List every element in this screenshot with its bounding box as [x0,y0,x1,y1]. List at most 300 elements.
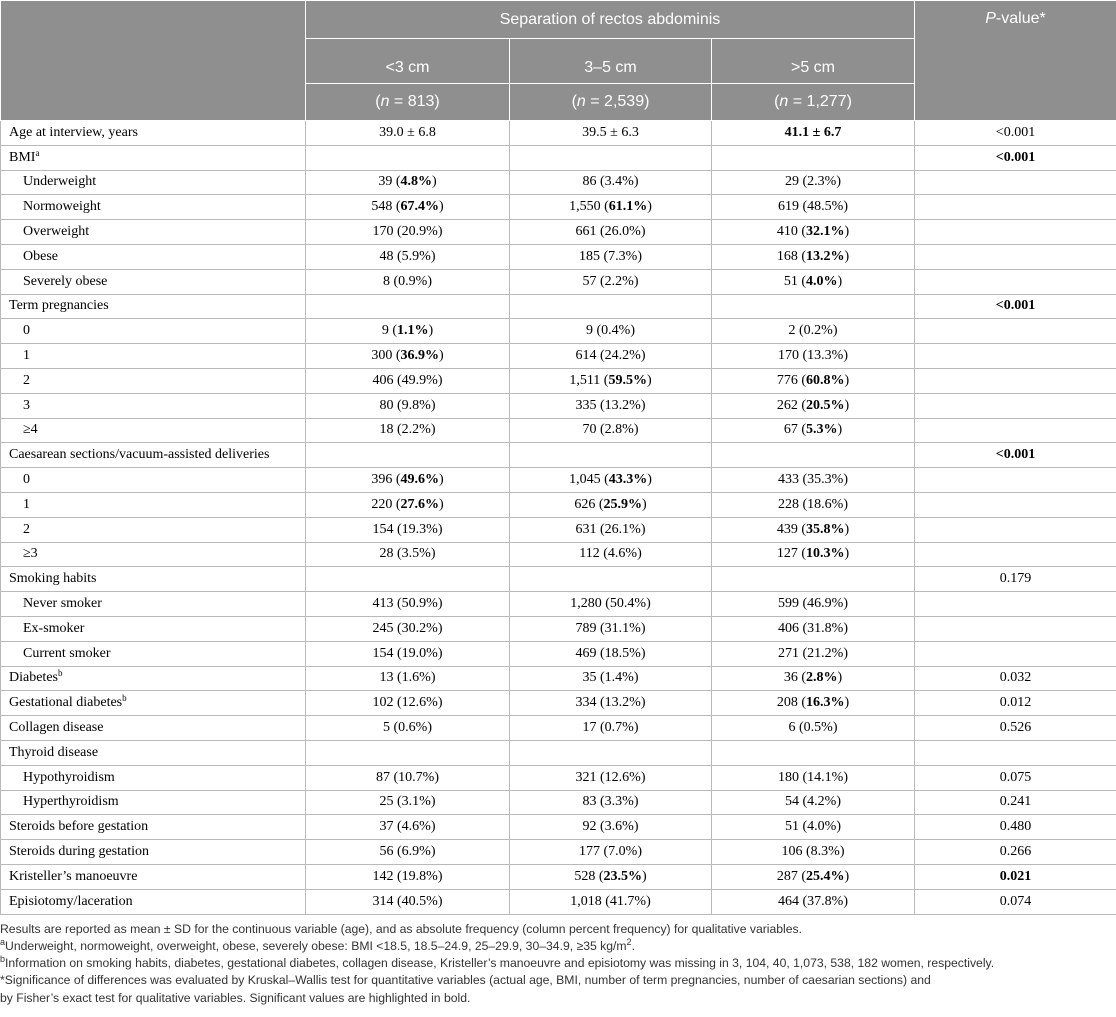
cell-close: ) [844,521,850,537]
cell-value: 18 (2.2%) [379,422,436,438]
cell-bold-percent: 10.3% [806,546,845,562]
row-cell [306,468,510,493]
table-row [1,294,1116,319]
row-label-text: Smoking habits [9,571,97,587]
row-label-text: Overweight [23,224,90,240]
cell-close: ) [837,273,843,289]
row-label [1,145,306,170]
cell-value: 334 (13.2%) [575,695,646,711]
header-range-3to5: 3–5 cm [510,39,712,84]
row-pvalue [915,790,1116,815]
row-pvalue [915,443,1116,468]
header-pvalue [915,1,1116,121]
row-cell [712,740,915,765]
row-pvalue [915,170,1116,195]
cell-close: ) [647,199,652,215]
pvalue-text: <0.001 [995,124,1036,140]
row-cell [510,121,712,146]
cell-count: 287 ( [776,868,806,884]
cell-bold-percent: 4.0% [806,273,838,289]
table-row [1,517,1116,542]
row-label-text: Steroids during gestation [9,844,149,859]
cell-close: ) [844,546,850,562]
pvalue-text: 0.021 [999,868,1032,884]
row-label-text: Kristeller’s manoeuvre [9,868,138,884]
row-label-text: Gestational diabetes [9,695,123,711]
cell-count: 1,511 ( [569,372,609,388]
row-pvalue [915,418,1116,443]
row-cell [510,864,712,889]
row-cell [306,740,510,765]
cell-value: 170 (13.3%) [778,348,848,364]
pvalue-text: <0.001 [995,447,1036,463]
row-label-text: Underweight [23,174,97,190]
row-cell [510,666,712,691]
row-cell [306,492,510,517]
cell-value: 80 (9.8%) [379,397,436,413]
row-cell [306,294,510,319]
row-cell [712,815,915,840]
table-row [1,170,1116,195]
row-cell [712,517,915,542]
row-cell [306,592,510,617]
cell-value: 271 (21.2%) [778,645,848,661]
header-blank-cell [1,1,306,121]
row-cell [712,269,915,294]
row-cell [510,319,712,344]
row-cell [712,864,915,889]
table-row [1,616,1116,641]
row-cell [712,145,915,170]
pvalue-text: <0.001 [995,298,1036,314]
row-cell [306,319,510,344]
table-row [1,220,1116,245]
table-row [1,567,1116,592]
row-pvalue [915,368,1116,393]
footnote-significance-2: by Fisher’s exact test for qualitative variables. Significant values are highlighted in bold. [0,990,471,1005]
row-cell [712,765,915,790]
row-label [1,616,306,641]
cell-count: 410 ( [776,224,806,240]
cell-close: ) [647,472,652,488]
cell-close: ) [837,670,843,686]
row-label-text: 0 [23,323,30,339]
row-label-text: 0 [23,472,30,488]
cell-close: ) [844,372,850,388]
footnote-b [0,955,1116,972]
cell-value: 406 (31.8%) [778,620,848,636]
cell-bold-percent: 16.3% [806,695,845,711]
header-n-value: = 813) [389,93,440,110]
row-pvalue [915,517,1116,542]
header-n-prefix: (n [375,93,390,110]
cell-count: 1,550 ( [569,199,609,215]
cell-count: 528 ( [574,868,604,884]
row-cell [510,691,712,716]
row-cell [510,145,712,170]
row-pvalue [915,145,1116,170]
table-row [1,790,1116,815]
cell-value: 335 (13.2%) [575,397,646,413]
row-pvalue [915,393,1116,418]
cell-count: 9 ( [381,323,397,339]
cell-count: 548 ( [371,199,401,215]
cell-value: 599 (46.9%) [778,596,848,612]
table-row [1,145,1116,170]
cell-count: 168 ( [776,248,806,264]
cell-bold-percent: 1.1% [397,323,429,339]
cell-count: 220 ( [371,496,401,512]
pvalue-text: 0.241 [999,794,1032,810]
row-label-text: Episiotomy/laceration [9,893,133,909]
cell-count: 127 ( [776,546,806,562]
row-label-footnote-marker: b [122,693,127,704]
table-row [1,666,1116,691]
row-pvalue [915,344,1116,369]
row-cell [306,517,510,542]
row-cell [712,542,915,567]
row-cell [510,517,712,542]
row-cell [712,170,915,195]
row-label-text: Age at interview, years [9,124,138,140]
footnote-significance-1: *Significance of differences was evaluated by Kruskal–Wallis test for quantitative variables (actual age, BMI, number of term pregnancies, number of caesarian sections) and [0,973,931,988]
pvalue-text: <0.001 [995,149,1036,165]
cell-value: 406 (49.9%) [372,372,443,388]
header-range-lt3: <3 cm [306,39,510,84]
cell-close: ) [439,472,444,488]
cell-value: 314 (40.5%) [372,893,443,909]
table-row [1,641,1116,666]
row-cell [306,815,510,840]
pvalue-text: 0.266 [999,844,1032,859]
cell-count: 300 ( [371,348,401,364]
row-pvalue [915,492,1116,517]
row-label [1,269,306,294]
row-cell [510,468,712,493]
cell-value: 13 (1.6%) [379,670,436,686]
row-label-text: Ex-smoker [23,620,85,636]
table-row [1,765,1116,790]
row-cell [510,195,712,220]
cell-value: 661 (26.0%) [575,224,646,240]
row-pvalue [915,468,1116,493]
table-row [1,368,1116,393]
cell-value: 37 (4.6%) [379,819,436,835]
row-pvalue [915,244,1116,269]
row-label-text: Diabetes [9,670,58,686]
row-pvalue [915,840,1116,865]
cell-value: 35 (1.4%) [582,670,639,686]
cell-value: 154 (19.3%) [372,521,443,537]
row-label-text: 2 [23,521,30,537]
cell-count: 39 ( [378,174,401,190]
row-pvalue [915,319,1116,344]
row-cell [510,592,712,617]
row-pvalue [915,220,1116,245]
row-cell [712,368,915,393]
row-label [1,864,306,889]
footnote-a-end: . [631,938,635,953]
row-label-text: Current smoker [23,645,111,661]
row-label [1,418,306,443]
table-row [1,864,1116,889]
row-cell [306,220,510,245]
header-n-prefix: (n [571,93,586,110]
row-cell [510,244,712,269]
cell-count: 776 ( [776,372,806,388]
row-cell [712,716,915,741]
table-row [1,195,1116,220]
row-pvalue [915,666,1116,691]
cell-value: 87 (10.7%) [376,769,439,785]
cell-close: ) [844,695,850,711]
cell-bold-percent: 60.8% [806,372,845,388]
cell-close: ) [432,174,437,190]
row-label-text: BMI [9,149,36,165]
cell-close: ) [642,868,647,884]
row-cell [306,393,510,418]
cell-value: 39.0 ± 6.8 [379,124,436,140]
cell-value: 185 (7.3%) [579,248,642,264]
cell-bold-percent: 27.6% [400,496,439,512]
row-cell [712,567,915,592]
pvalue-text: 0.032 [999,670,1032,686]
header-n-italic: n [576,93,586,110]
cell-close: ) [844,868,850,884]
cell-value: 102 (12.6%) [372,695,443,711]
table-row [1,468,1116,493]
cell-value: 9 (0.4%) [586,323,635,339]
cell-value: 106 (8.3%) [781,844,845,859]
row-label [1,393,306,418]
cell-count: 208 ( [776,695,806,711]
header-n-value: = 2,539) [585,93,650,110]
row-pvalue [915,542,1116,567]
row-label [1,567,306,592]
cell-value: 28 (3.5%) [379,546,436,562]
cell-bold-percent: 32.1% [806,224,845,240]
cell-bold-percent: 2.8% [806,670,838,686]
cell-close: ) [439,496,444,512]
row-cell [712,344,915,369]
row-label [1,815,306,840]
row-cell [306,616,510,641]
row-label [1,195,306,220]
pvalue-text: 0.075 [999,769,1032,785]
cell-value: 433 (35.3%) [778,472,848,488]
row-label-text: Hyperthyroidism [23,794,119,810]
row-label-text: ≥3 [23,546,38,562]
row-cell [510,443,712,468]
cell-value: 464 (37.8%) [778,893,848,909]
row-cell [306,716,510,741]
row-cell [712,592,915,617]
header-pvalue-suffix: -value* [995,10,1046,27]
cell-value: 1,018 (41.7%) [570,893,651,909]
row-cell [306,145,510,170]
row-label-text: Thyroid disease [9,744,99,760]
cell-close: ) [428,323,434,339]
cell-value: 92 (3.6%) [582,819,639,835]
row-cell [510,294,712,319]
row-cell [306,121,510,146]
table-row [1,691,1116,716]
cell-count: 51 ( [783,273,806,289]
pvalue-text: 0.074 [999,893,1032,909]
row-cell [510,740,712,765]
table-row [1,269,1116,294]
row-pvalue [915,616,1116,641]
row-cell [510,815,712,840]
row-pvalue [915,889,1116,914]
row-cell [510,269,712,294]
table-body [1,121,1116,915]
cell-value: 57 (2.2%) [582,273,639,289]
cell-bold-percent: 4.8% [400,174,432,190]
header-n-lt3 [306,84,510,121]
header-group-title: Separation of rectos abdominis [306,1,915,39]
table-row [1,592,1116,617]
table-row [1,443,1116,468]
row-cell [712,319,915,344]
cell-value: 6 (0.5%) [788,720,838,736]
table-row [1,319,1116,344]
row-cell [712,666,915,691]
row-cell [306,864,510,889]
row-pvalue [915,740,1116,765]
row-cell [712,244,915,269]
row-pvalue [915,641,1116,666]
cell-value: 51 (4.0%) [785,819,841,835]
cell-value: 48 (5.9%) [379,248,436,264]
footnote-a [0,938,1116,955]
cell-value: 41.1 ± 6.7 [784,124,842,140]
header-n-gt5 [712,84,915,121]
cell-value: 83 (3.3%) [582,794,639,810]
footnote-b-text: Information on smoking habits, diabetes, gestational diabetes, collagen disease, Kristeller’s manoeuvre and episiotomy was missing in 3, 104, 40, 1,073, 538, 182 women, respectively. [5,956,995,971]
cell-count: 36 ( [783,670,806,686]
cell-bold-percent: 13.2% [806,248,845,264]
row-cell [510,765,712,790]
row-pvalue [915,567,1116,592]
cell-bold-percent: 25.4% [806,868,845,884]
row-cell [510,616,712,641]
cell-value: 619 (48.5%) [778,199,848,215]
cell-value: 2 (0.2%) [788,323,838,339]
header-n-value: = 1,277) [788,93,852,110]
cell-value: 8 (0.9%) [383,273,432,289]
table-row [1,716,1116,741]
row-pvalue [915,716,1116,741]
footnote-b-marker: b [0,954,6,965]
row-cell [510,344,712,369]
row-label [1,170,306,195]
row-cell [510,418,712,443]
cell-value: 112 (4.6%) [579,546,642,562]
header-n-italic: n [779,93,789,110]
cell-bold-percent: 43.3% [608,472,648,488]
row-pvalue [915,195,1116,220]
cell-bold-percent: 59.5% [608,372,647,388]
footnote-a-marker: a [0,936,6,947]
row-cell [712,418,915,443]
cell-value: 631 (26.1%) [575,521,646,537]
cell-value: 56 (6.9%) [379,844,436,859]
row-label [1,468,306,493]
row-cell [510,889,712,914]
row-label-footnote-marker: b [57,668,63,679]
header-pvalue-italic: P [985,10,996,27]
row-cell [306,418,510,443]
cell-bold-percent: 35.8% [806,521,845,537]
cell-value: 29 (2.3%) [785,174,841,190]
cell-value: 54 (4.2%) [785,794,841,810]
cell-bold-percent: 61.1% [608,199,648,215]
cell-value: 154 (19.0%) [372,645,443,661]
row-cell [510,567,712,592]
cell-value: 789 (31.1%) [575,620,646,636]
cell-value: 25 (3.1%) [379,794,436,810]
footnote-results: Results are reported as mean ± SD for the continuous variable (age), and as absolute frequency (column percent frequency) for qualitative variables. [0,921,803,936]
row-pvalue [915,592,1116,617]
row-cell [306,691,510,716]
row-label [1,220,306,245]
row-label-text: 1 [23,348,30,364]
row-cell [306,344,510,369]
pvalue-text: 0.480 [999,819,1032,835]
row-cell [712,121,915,146]
row-cell [712,641,915,666]
cell-bold-percent: 67.4% [400,199,439,215]
row-label-text: Normoweight [23,199,101,215]
row-label [1,121,306,146]
cell-bold-percent: 20.5% [806,397,845,413]
row-label [1,740,306,765]
row-pvalue [915,269,1116,294]
table-row [1,840,1116,865]
row-label [1,790,306,815]
row-cell [712,840,915,865]
cell-count: 67 ( [783,422,806,438]
row-cell [712,790,915,815]
row-cell [712,691,915,716]
cell-close: ) [646,372,652,388]
header-range-gt5: >5 cm [712,39,915,84]
table-row [1,244,1116,269]
cell-value: 5 (0.6%) [383,720,432,736]
row-cell [306,567,510,592]
row-cell [510,393,712,418]
table-header [1,1,1116,121]
row-label [1,294,306,319]
row-cell [712,294,915,319]
row-label [1,592,306,617]
row-label [1,492,306,517]
cell-close: ) [439,199,444,215]
row-cell [712,468,915,493]
cell-bold-percent: 23.5% [603,868,642,884]
cell-close: ) [844,397,850,413]
row-label [1,344,306,369]
row-label [1,319,306,344]
header-n-3to5 [510,84,712,121]
row-cell [306,244,510,269]
row-label [1,889,306,914]
table-row [1,815,1116,840]
pvalue-text: 0.526 [999,720,1032,736]
row-cell [306,840,510,865]
row-pvalue [915,864,1116,889]
